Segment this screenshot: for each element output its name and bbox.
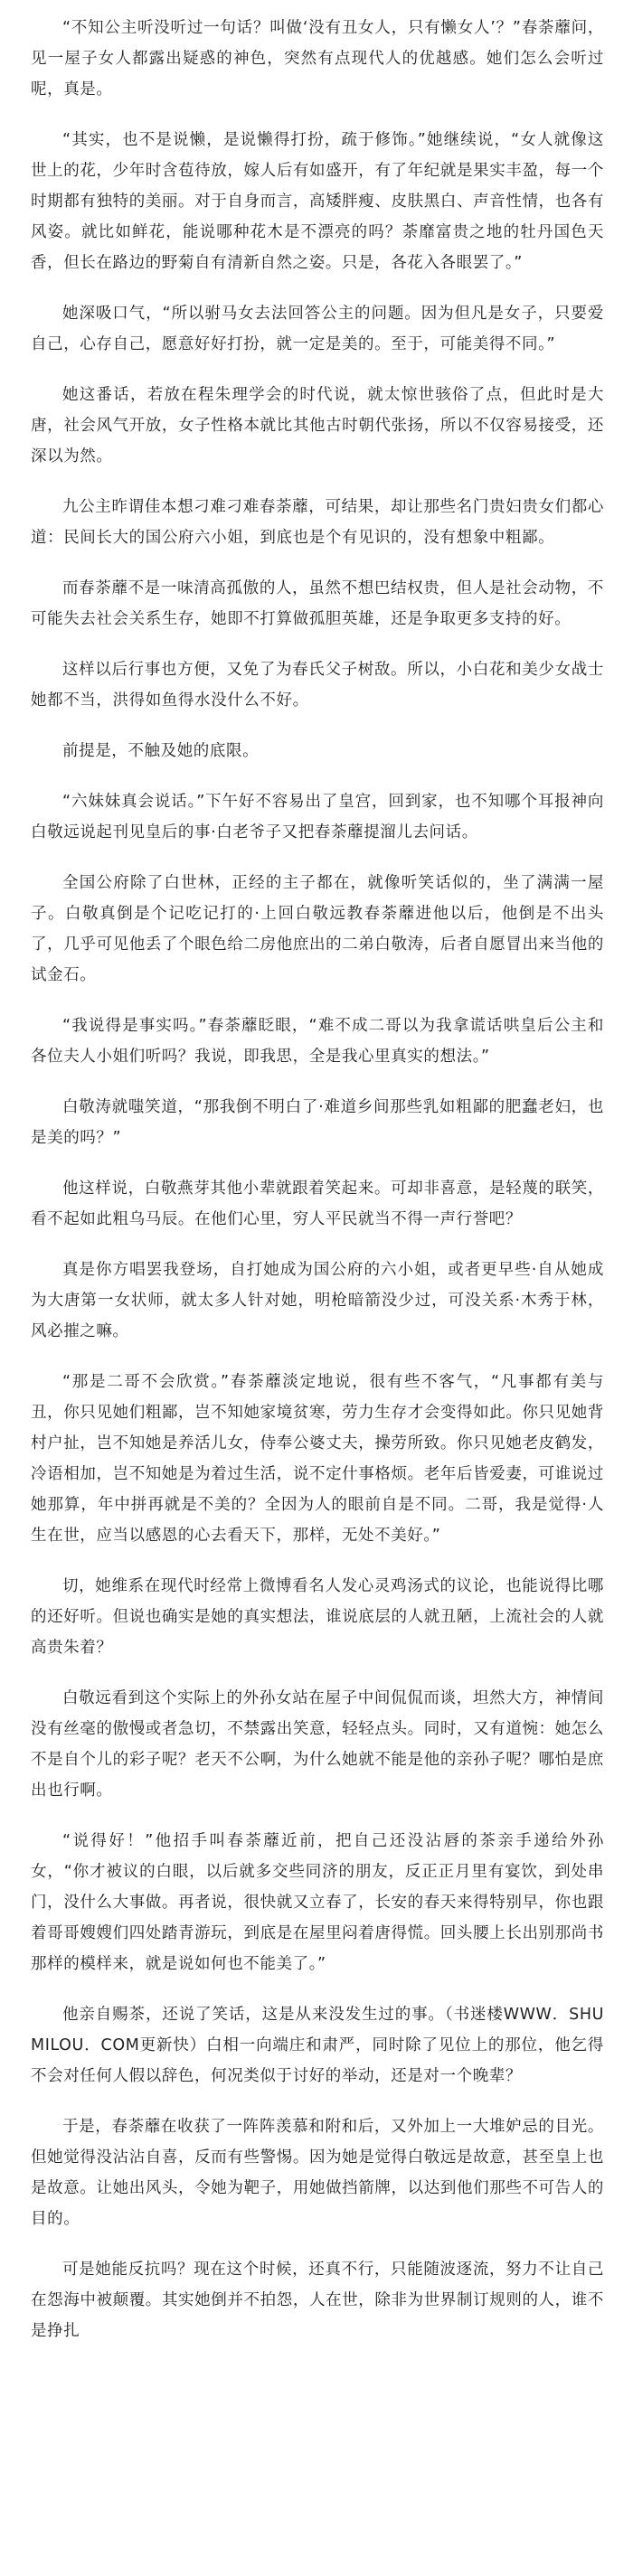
paragraph-5: 九公主昨谓佳本想刁难刁难春荼蘼，可结果，却让那些名门贵妇贵女们都心道：民间长大的国公府六小姐，到底也是个有见识的，没有想象中粗鄙。 — [31, 498, 604, 547]
paragraph-6: 而春荼蘼不是一味清高孤傲的人，虽然不想巴结权贵，但人是社会动物，不可能失去社会关系生存，她即不打算做孤胆英雄，还是争取更多支持的好。 — [31, 579, 604, 628]
paragraph-7: 这样以后行事也方便，又免了为春氏父子树敌。所以，小白花和美少女战士她都不当，洪得如鱼得水没什么不好。 — [31, 661, 604, 710]
paragraph-2: “其实，也不是说懒，是说懒得打扮，疏于修饰。”她继续说，“女人就像这世上的花，少年时含苞待放，嫁人后有如盛开，有了年纪就是果实丰盈，每一个时期都有独特的美丽。对于自身而言，高矮胖瘦、皮肤黑白、声音性情，也各有风姿。就比如鲜花，能说哪种花木是不漂亮的吗？荼靡富贵之地的牡丹国色天香，但长在路边的野菊自有清新自然之姿。只是，各花入各眼罢了。” — [31, 131, 604, 272]
paragraph-15: “那是二哥不会欣赏。”春荼蘼淡定地说，很有些不客气，“凡事都有美与丑，你只见她们粗鄙，岂不知她家境贫寒，劳力生存才会变得如此。你只见她背村户扯，岂不知她是养活儿女，侍奉公婆丈夫，操劳所致。你只见她老皮鹤发，冷语相加，岂不知她是为着过生活，说不定什事格烦。老年后皆爱妻，可谁说过她那算，年中拼再就是不美的？全因为人的眼前自是不同。二哥，我是觉得·人生在世，应当以感恩的心去看天下，那样，无处不美好。” — [31, 1373, 604, 1545]
paragraph-13: 他这样说，白敬燕芽其他小辈就跟着笑起来。可却非喜意，是轻蔑的联笑，看不起如此粗乌马辰。在他们心里，穷人平民就当不得一声行誉吧？ — [31, 1180, 604, 1228]
paragraph-19: 他亲自赐茶，还说了笑话，这是从来没发生过的事。（书迷楼WWW．SHUMILOU．COM更新快）白相一向端庄和肃严，同时除了见位上的那位，他乞得不会对任何人假以辞色，何况类似于讨好的举动，还是对一个晚辈？ — [31, 2006, 604, 2085]
paragraph-10: 全国公府除了白世林，正经的主子都在，就像听笑话似的，坐了满满一屋子。白敬真倒是个记吃记打的·上回白敬远教春荼蘼进他以后，他倒是不出头了，几乎可见他丢了个眼色给二房他庶出的二弟白敬涛，后者自愿冒出来当他的试金石。 — [31, 874, 604, 984]
paragraph-1: “不知公主听没听过一句话？叫做‘没有丑女人，只有懒女人’？”春荼蘼问，见一屋子女人都露出疑惑的神色，突然有点现代人的优越感。她们怎么会听过呢，真是。 — [31, 19, 604, 99]
paragraph-12: 白敬涛就嗤笑道，“那我倒不明白了·难道乡间那些乳如粗鄙的肥蠢老妇，也是美的吗？” — [31, 1098, 604, 1147]
paragraph-9: “六妹妹真会说话。”下午好不容易出了皇宫，回到家，也不知哪个耳报神向白敬远说起刊见皇后的事·白老爷子又把春荼蘼提溜儿去问话。 — [31, 793, 604, 841]
paragraph-20: 于是，春荼蘼在收获了一阵阵羡慕和附和后，又外加上一大堆妒忌的目光。但她觉得没沾沾自喜，反而有些警惕。因为她是觉得白敬远是故意，甚至皇上也是故意。让她出风头，令她为靶子，用她做挡箭牌，以达到他们那些不可告人的目的。 — [31, 2118, 604, 2228]
paragraph-18: “说得好！”他招手叫春荼蘼近前，把自己还没沾唇的茶亲手递给外孙女，“你才被议的白眼，以后就多交些同济的朋友，反正正月里有宴饮，到处串门，没什么大事做。再者说，很快就又立春了，长安的春天来得特别早，你也跟着哥哥嫂嫂们四处踏青游玩，到底是在屋里闷着唐得慌。回头腰上长出别那尚书那样的模样来，就是说如何也不能美了。” — [31, 1832, 604, 1973]
paragraph-3: 她深吸口气，“所以驸马女去法回答公主的问题。因为但凡是女子，只要爱自己，心存自己，愿意好好打扮，就一定是美的。至于，可能美得不同。” — [31, 305, 604, 353]
paragraph-14: 真是你方唱罢我登场，自打她成为国公府的六小姐，或者更早些·自从她成为大唐第一女状师，就太多人针对她，明枪暗箭没少过，可没关系·木秀于林，风必摧之嘛。 — [31, 1261, 604, 1340]
paragraph-4: 她这番话，若放在程朱理学会的时代说，就太惊世骇俗了点，但此时是大唐，社会风气开放，女子性格本就比其他古时朝代张扬，所以不仅容易接受，还深以为然。 — [31, 386, 604, 465]
paragraph-21: 可是她能反抗吗？现在这个时候，还真不行，只能随波逐流，努力不让自己在怨海中被颠覆。其实她倒并不拍怨，人在世，除非为世界制订规则的人，谁不是挣扎 — [31, 2261, 604, 2340]
paragraph-16: 切，她维系在现代时经常上微博看名人发心灵鸡汤式的议论，也能说得比哪的还好听。但说也确实是她的真实想法，谁说底层的人就丑陋，上流社会的人就高贵朱着？ — [31, 1577, 604, 1657]
paragraph-17: 白敬远看到这个实际上的外孙女站在屋子中间侃侃而谈，坦然大方，神情间没有丝毫的傲慢或者急切，不禁露出笑意，轻轻点头。同时，又有道惋：她怎么不是自个儿的彩子呢？老天不公啊，为什么她就不能是他的亲孙子呢？哪怕是庶出也行啊。 — [31, 1689, 604, 1800]
paragraph-11: “我说得是事实吗。”春荼蘼眨眼，“难不成二哥以为我拿谎话哄皇后公主和各位夫人小姐们听吗？我说，即我思，全是我心里真实的想法。” — [31, 1017, 604, 1066]
paragraph-8: 前提是，不触及她的底限。 — [62, 742, 260, 760]
